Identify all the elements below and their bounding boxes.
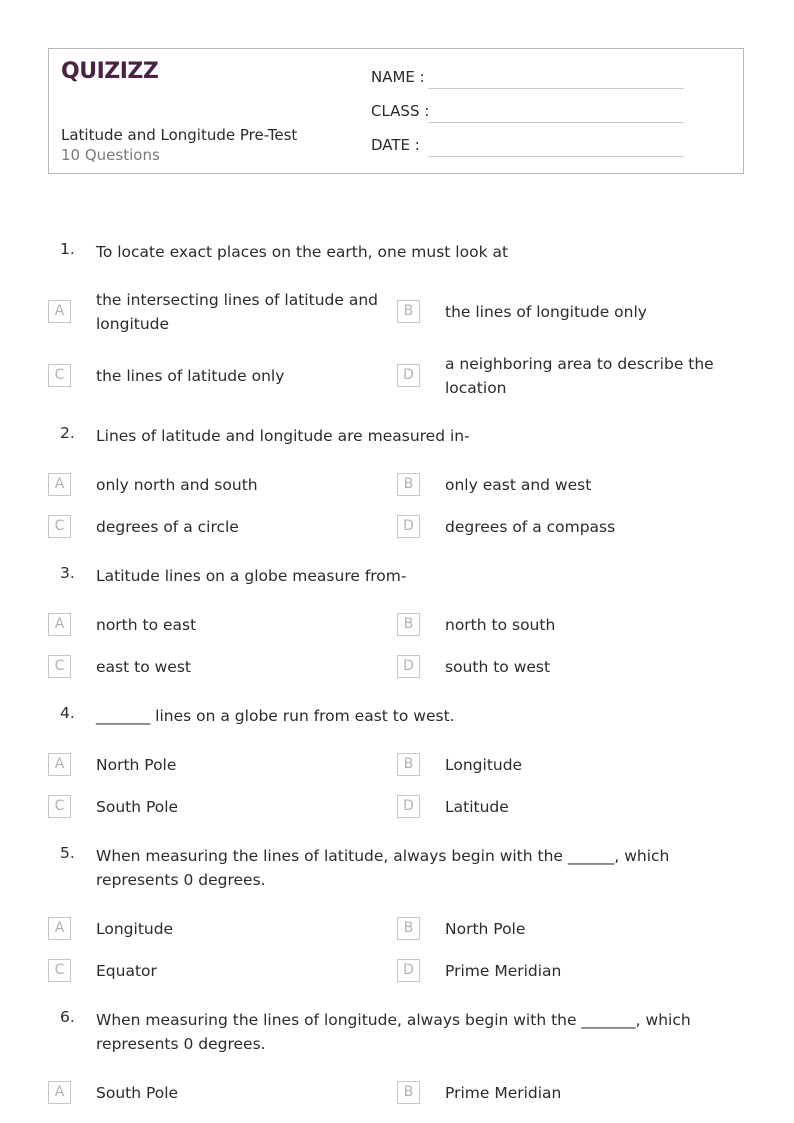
option-a-text: South Pole — [96, 1084, 179, 1102]
date-line[interactable] — [428, 156, 684, 157]
option-b-text: Prime Meridian — [445, 1084, 562, 1102]
option-b-text: only east and west — [445, 476, 592, 494]
date-label: DATE : — [371, 136, 420, 154]
option-d-text: a neighboring area to describe the location — [445, 355, 714, 397]
option-c-box[interactable]: C — [48, 364, 71, 387]
quizizz-logo: QUIZIZZ — [61, 59, 159, 84]
option-a-text: north to east — [96, 616, 197, 634]
option-c-text: degrees of a circle — [96, 518, 239, 536]
option-d-box[interactable]: D — [397, 959, 420, 982]
option-c-text: Equator — [96, 962, 157, 980]
option-a-box[interactable]: A — [48, 473, 71, 496]
option-b-box[interactable]: B — [397, 473, 420, 496]
question-number: 1. — [60, 240, 75, 258]
option-d-text: Latitude — [445, 798, 509, 816]
question-number: 5. — [60, 844, 75, 862]
option-c-box[interactable]: C — [48, 959, 71, 982]
option-a-box[interactable]: A — [48, 753, 71, 776]
option-d-box[interactable]: D — [397, 655, 420, 678]
option-b-text: Longitude — [445, 756, 523, 774]
option-d-text: south to west — [445, 658, 551, 676]
option-a-box[interactable]: A — [48, 613, 71, 636]
option-b-text: the lines of longitude only — [445, 303, 647, 321]
option-b-box[interactable]: B — [397, 753, 420, 776]
option-b-box[interactable]: B — [397, 300, 420, 323]
option-d-text: degrees of a compass — [445, 518, 616, 536]
question-text: When measuring the lines of longitude, always begin with the _______, which represents 0 degrees. — [96, 1011, 691, 1053]
option-a-text: Longitude — [96, 920, 174, 938]
question-number: 6. — [60, 1008, 75, 1026]
question-number: 3. — [60, 564, 75, 582]
option-a-text: only north and south — [96, 476, 258, 494]
option-b-box[interactable]: B — [397, 917, 420, 940]
class-line[interactable] — [428, 122, 684, 123]
option-c-text: South Pole — [96, 798, 179, 816]
option-c-box[interactable]: C — [48, 795, 71, 818]
option-d-box[interactable]: D — [397, 364, 420, 387]
option-c-text: the lines of latitude only — [96, 367, 285, 385]
question-text: When measuring the lines of latitude, always begin with the ______, which represents 0 degrees. — [96, 847, 670, 889]
option-a-text: the intersecting lines of latitude and longitude — [96, 291, 378, 333]
question-text: Latitude lines on a globe measure from- — [96, 567, 407, 585]
name-line[interactable] — [428, 88, 684, 89]
question-number: 2. — [60, 424, 75, 442]
question-number: 4. — [60, 704, 75, 722]
class-label: CLASS : — [371, 102, 430, 120]
option-b-box[interactable]: B — [397, 613, 420, 636]
option-a-box[interactable]: A — [48, 300, 71, 323]
option-a-box[interactable]: A — [48, 917, 71, 940]
question-count: 10 Questions — [61, 146, 160, 164]
option-d-box[interactable]: D — [397, 795, 420, 818]
question-text: Lines of latitude and longitude are measured in- — [96, 427, 470, 445]
option-c-box[interactable]: C — [48, 655, 71, 678]
option-b-text: north to south — [445, 616, 556, 634]
option-c-text: east to west — [96, 658, 191, 676]
option-d-text: Prime Meridian — [445, 962, 562, 980]
option-a-text: North Pole — [96, 756, 177, 774]
question-text: _______ lines on a globe run from east to west. — [96, 707, 455, 725]
option-b-text: North Pole — [445, 920, 526, 938]
name-label: NAME : — [371, 68, 425, 86]
option-c-box[interactable]: C — [48, 515, 71, 538]
option-b-box[interactable]: B — [397, 1081, 420, 1104]
question-text: To locate exact places on the earth, one must look at — [96, 243, 509, 261]
option-d-box[interactable]: D — [397, 515, 420, 538]
worksheet-title: Latitude and Longitude Pre-Test — [61, 126, 298, 144]
option-a-box[interactable]: A — [48, 1081, 71, 1104]
